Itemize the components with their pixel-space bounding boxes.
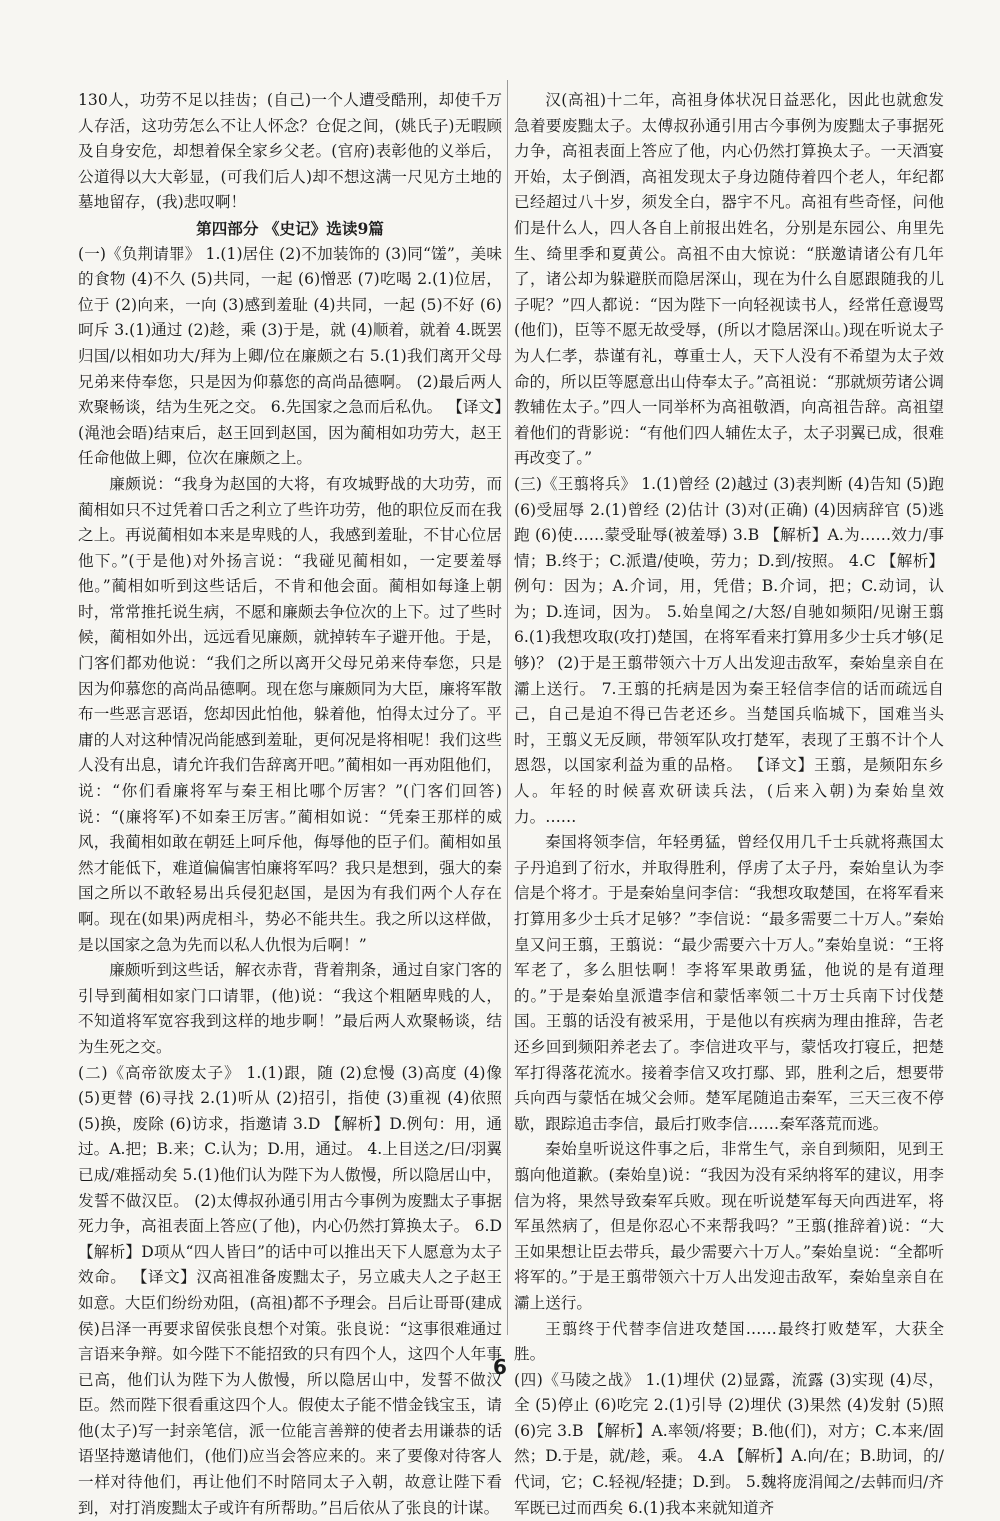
paragraph: 王翦终于代替李信进攻楚国……最终打败楚军，大获全胜。	[514, 1319, 944, 1364]
column-divider	[507, 80, 508, 1335]
paragraph: 秦国将领李信，年轻勇猛，曾经仅用几千士兵就将燕国太子丹追到了衍水，并取得胜利，俘虏了太子丹，秦始皇认为李信是个将才。于是秦始皇问李信：“我想攻取楚国，在将军看来打算用多少士兵才足够？”李信说：“最多需要二十万人。”秦始皇又问王翦，王翦说：“最少需要六十万人。”秦始皇说：“王将军老了，多么胆怯啊！李将军果敢勇猛，他说的是有道理的。”于是秦始皇派遣李信和蒙恬率领二十万士兵南下讨伐楚国。王翦的话没有被采用，于是他以有疾病为理由推辞，告老还乡回到频阳养老去了。李信进攻平与，蒙恬攻打寝丘，把楚军打得落花流水。接着李信又攻打鄢、郢，胜利之后，想要带兵向西与蒙恬在城父会师。楚军尾随追击秦军，三天三夜不停歇，跟踪追击李信，最后打败李信……秦军落荒而逃。	[514, 833, 944, 1133]
paragraph: 廉颇说：“我身为赵国的大将，有攻城野战的大功劳，而蔺相如只不过凭着口舌之利立了些许功劳，他的职位反而在我之上。再说蔺相如本来是卑贱的人，我感到羞耻，不甘心位居他下。”(于是他)对外扬言说：“我碰见蔺相如，一定要羞辱他。”蔺相如听到这些话后，不肯和他会面。蔺相如每逢上朝时，常常推托说生病，不愿和廉颇去争位次的上下。过了些时候，蔺相如外出，远远看见廉颇，就掉转车子避开他。于是，门客们都劝他说：“我们之所以离开父母兄弟来侍奉您，只是因为仰慕您的高尚品德啊。现在您与廉颇同为大臣，廉将军散布一些恶言恶语，您却因此怕他，躲着他，怕得太过分了。平庸的人对这种情况尚能感到羞耻，更何况是将相呢！我们这些人没有出息，请允许我们告辞离开吧。”蔺相如一再劝阻他们，说：“你们看廉将军与秦王相比哪个厉害？”(门客们回答)说：“(廉将军)不如秦王厉害。”蔺相如说：“凭秦王那样的威风，我蔺相如敢在朝廷上呵斥他，侮辱他的臣子们。蔺相如虽然才能低下，难道偏偏害怕廉将军吗？我只是想到，强大的秦国之所以不敢轻易出兵侵犯赵国，是因为有我们两个人存在啊。现在(如果)两虎相斗，势必不能共生。我之所以这样做，是以国家之急为先而以私人仇恨为后啊！”	[78, 474, 502, 954]
right-column	[514, 88, 944, 1517]
paragraph: 廉颇听到这些话，解衣赤背，背着荆条，通过自家门客的引导到蔺相如家门口请罪，(他)说：“我这个粗陋卑贱的人，不知道将军宽容我到这样的地步啊！”最后两人欢聚畅谈，结为生死之交。	[78, 961, 502, 1056]
paragraph: 130人，功劳不足以挂齿；(自己)一个人遭受酷刑，却使千万人存活，这功劳怎么不让人怀念？仓促之间，(姚氏子)无暇顾及自身安危，却想着保全家乡父老。(官府)表彰他的义举后，公道得以大大彰显，(可我们后人)却不想这满一尺见方土地的墓地留存，(我)悲叹啊！	[78, 91, 502, 212]
paragraph: (三)《王翦将兵》 1.(1)曾经 (2)越过 (3)表判断 (4)告知 (5)跑 (6)受屈辱 2.(1)曾经 (2)估计 (3)对(正确) (4)因病辞官 (5)逃跑 (6)使……蒙受耻辱(被羞辱) 3.B 【解析】A.为……效力/事情；B.终于；C.派遣/使唤，劳力；D.到/按照。 4.C 【解析】例句：因为；A.介词，用，凭借；B.介词，把；C.动词，认为；D.连词，因为。 5.始皇闻之/大怒/自驰如频阳/见谢王翦 6.(1)我想攻取(攻打)楚国，在将军看来打算用多少士兵才够(足够)？ (2)于是王翦带领六十万人出发迎击敌军，秦始皇亲自在灞上送行。 7.王翦的托病是因为秦王轻信李信的话而疏远自己，自己是迫不得已告老还乡。当楚国兵临城下，国难当头时，王翦义无反顾，带领军队攻打楚军，表现了王翦不计个人恩怨，以国家利益为重的品格。 【译文】王翦，是频阳东乡人。年轻的时候喜欢研读兵法，(后来入朝)为秦始皇效力。……	[514, 474, 944, 826]
paragraph: (一)《负荆请罪》 1.(1)居住 (2)不加装饰的 (3)同“馐”，美味的食物 (4)不久 (5)共同，一起 (6)憎恶 (7)吃喝 2.(1)位居，位于 (2)向来，一向 (3)感到羞耻 (4)共同，一起 (5)不好 (6)呵斥 3.(1)通过 (2)趁，乘 (3)于是，就 (4)顺着，就着 4.既罢归国/以相如功大/拜为上卿/位在廉颇之右 5.(1)我们离开父母兄弟来侍奉您，只是因为仰慕您的高尚品德啊。 (2)最后两人欢聚畅谈，结为生死之交。 6.先国家之急而后私仇。 【译文】(渑池会晤)结束后，赵王回到赵国，因为蔺相如功劳大，赵王任命他做上卿，位次在廉颇之上。	[78, 244, 502, 468]
section-heading: 第四部分 《史记》选读9篇	[196, 218, 384, 238]
paragraph: (二)《高帝欲废太子》 1.(1)跟，随 (2)怠慢 (3)高度 (4)像 (5)更替 (6)寻找 2.(1)听从 (2)招引，指使 (3)重视 (4)依照 (5)换，废除 (6)访求，指邀请 3.D 【解析】D.例句：用，通过。A.把；B.来；C.认为；D.用，通过。 4.上目送之/曰/羽翼已成/难摇动矣 5.(1)他们认为陛下为人傲慢，所以隐居山中，发誓不做汉臣。 (2)太傅叔孙通引用古今事例为废黜太子事据死力争，高祖表面上答应(了他)，内心仍然打算换太子。 6.D 【解析】D项从“四人皆曰”的话中可以推出天下人愿意为太子效命。 【译文】汉高祖准备废黜太子，另立戚夫人之子赵王如意。大臣们纷纷劝阻，(高祖)都不予理会。吕后让哥哥(建成侯)吕泽一再要求留侯张良想个对策。张良说：“这事很难通过言语来争辩。如今陛下不能招致的只有四个人，这四个人年事已高，他们认为陛下为人傲慢，所以隐居山中，发誓不做汉臣。然而陛下很看重这四个人。假使太子能不惜金钱宝玉，请他(太子)写一封亲笔信，派一位能言善辩的使者去用谦恭的话语坚持邀请他们，(他们)应当会答应来的。来了要像对待客人一样对待他们，再让他们不时陪同太子入朝，故意让陛下看到，对打消废黜太子或许有所帮助。”吕后依从了张良的计谋。	[78, 1063, 502, 1517]
left-column	[78, 88, 502, 1517]
paragraph: 汉(高祖)十二年，高祖身体状况日益恶化，因此也就愈发急着要废黜太子。太傅叔孙通引用古今事例为废黜太子事据死力争，高祖表面上答应了他，内心仍然打算换太子。一天酒宴开始，太子倒酒，高祖发现太子身边随侍着四个老人，年纪都已经超过八十岁，须发全白，器宇不凡。高祖有些奇怪，问他们是什么人，四人各自上前报出姓名，分别是东园公、甪里先生、绮里季和夏黄公。高祖不由大惊说：“朕邀请诸公有几年了，诸公却为躲避朕而隐居深山，现在为什么自愿跟随我的儿子呢？”四人都说：“因为陛下一向轻视读书人，经常任意谩骂(他们)，臣等不愿无故受辱，(所以才隐居深山。)现在听说太子为人仁孝，恭谨有礼，尊重士人，天下人没有不希望为太子效命的，所以臣等愿意出山侍奉太子。”高祖说：“那就烦劳诸公调教辅佐太子。”四人一同举杯为高祖敬酒，向高祖告辞。高祖望着他们的背影说：“有他们四人辅佐太子，太子羽翼已成，很难再改变了。”	[514, 91, 944, 468]
paragraph: (四)《马陵之战》 1.(1)埋伏 (2)显露，流露 (3)实现 (4)尽，全 (5)停止 (6)吃完 2.(1)引导 (2)埋伏 (3)果然 (4)发射 (5)照 (6)完 3.B 【解析】A.率领/将要；B.他(们)，对方；C.本来/固然；D.于是，就/趁，乘。 4.A 【解析】A.向/在；B.助词，的/代词，它；C.轻视/轻捷；D.到。 5.魏将庞涓闻之/去韩而归/齐军既已过而西矣 6.(1)我本来就知道齐	[514, 1370, 944, 1517]
paragraph: 秦始皇听说这件事之后，非常生气，亲自到频阳，见到王翦向他道歉。(秦始皇)说：“我因为没有采纳将军的建议，用李信为将，果然导致秦军兵败。现在听说楚军每天向西进军，将军虽然病了，但是你忍心不来帮我吗？”王翦(推辞着)说：“大王如果想让臣去带兵，最少需要六十万人。”秦始皇说：“全都听将军的。”于是王翦带领六十万人出发迎击敌军，秦始皇亲自在灞上送行。	[514, 1140, 944, 1312]
page-number: 6	[493, 1355, 507, 1379]
